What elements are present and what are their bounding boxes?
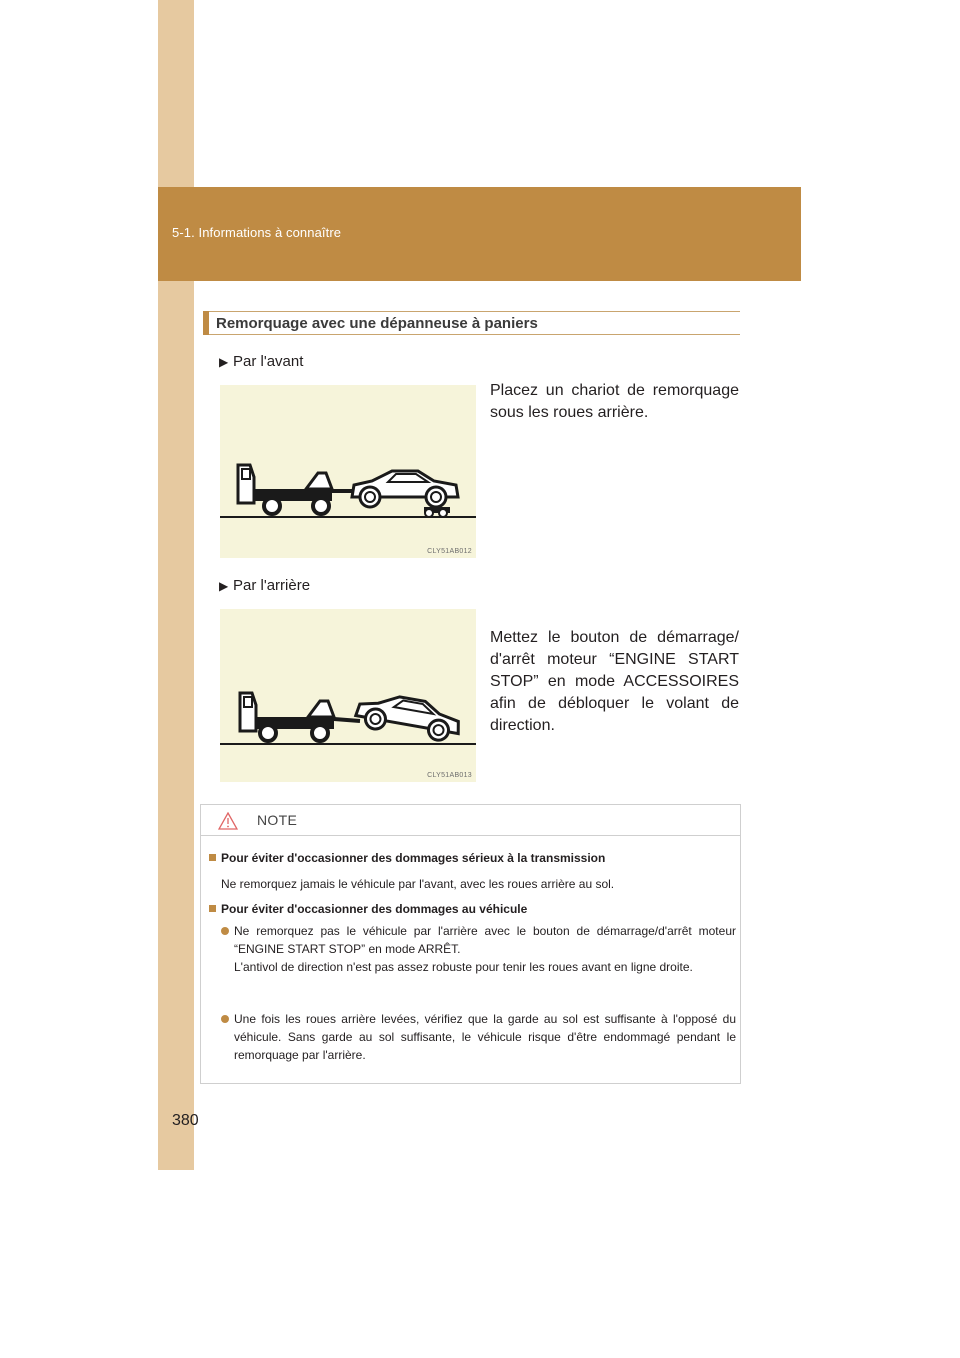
side-band [158, 0, 194, 1170]
note-label: NOTE [257, 812, 298, 828]
note-item2-title [209, 902, 527, 916]
image-code-front: CLY51AB012 [427, 548, 472, 555]
round-bullet-icon [221, 1015, 229, 1023]
page-number: 380 [172, 1112, 199, 1129]
note-bullet-1-line1: Ne remorquez pas le véhicule par l'arrière avec le bouton de démarrage/d'arrêt moteur “ENGINE START STOP” en mode ARRÊT. [234, 924, 736, 956]
note-item1-title-text: Pour éviter d'occasionner des dommages sérieux à la transmission [221, 851, 606, 865]
note-bullet-1-line2: L'antivol de direction n'est pas assez robuste pour tenir les roues avant en ligne droite. [234, 960, 693, 974]
warning-triangle-icon [218, 812, 238, 835]
section-heading [203, 311, 740, 335]
front-instruction: Placez un chariot de remorquage sous les roues arrière. [490, 382, 739, 421]
rear-instruction: Mettez le bouton de démarrage/ d'arrêt moteur “ENGINE START STOP” en mode ACCESSOIRES afin de débloquer le volant de direction. [490, 629, 739, 734]
image-code-rear: CLY51AB013 [427, 772, 472, 779]
breadcrumb: 5-1. Informations à connaître [172, 225, 342, 240]
note-bullet-1 [221, 922, 736, 976]
subhead-rear-label: Par l'arrière [233, 577, 311, 594]
note-box [200, 804, 741, 1084]
illustration-rear-tow [220, 609, 476, 782]
arrow-right-icon: ▶ [219, 355, 229, 369]
round-bullet-icon [221, 927, 229, 935]
note-item1-text: Ne remorquez jamais le véhicule par l'avant, avec les roues arrière au sol. [221, 877, 615, 891]
section-heading-bar [203, 311, 209, 335]
subhead-front-label: Par l'avant [233, 353, 304, 370]
square-bullet-icon [209, 854, 216, 861]
square-bullet-icon [209, 905, 216, 912]
arrow-right-icon: ▶ [219, 579, 229, 593]
subhead-front [219, 353, 303, 370]
note-header [201, 805, 740, 836]
illustration-front-tow [220, 385, 476, 558]
section-title: Remorquage avec une dépanneuse à paniers [216, 315, 538, 332]
note-bullet-2 [221, 1010, 736, 1064]
note-item1-title [209, 851, 605, 865]
tow-truck-rear-illustration [220, 609, 476, 782]
subhead-rear [219, 577, 310, 594]
note-item2-title-text: Pour éviter d'occasionner des dommages au véhicule [221, 902, 528, 916]
tow-truck-front-illustration [220, 385, 476, 558]
note-bullet-2-text: Une fois les roues arrière levées, vérifiez que la garde au sol est suffisante à l'opposé du véhicule. Sans garde au sol suffisante, le véhicule risque d'être endommagé pendant le remorquage par l'arrière. [234, 1012, 736, 1062]
